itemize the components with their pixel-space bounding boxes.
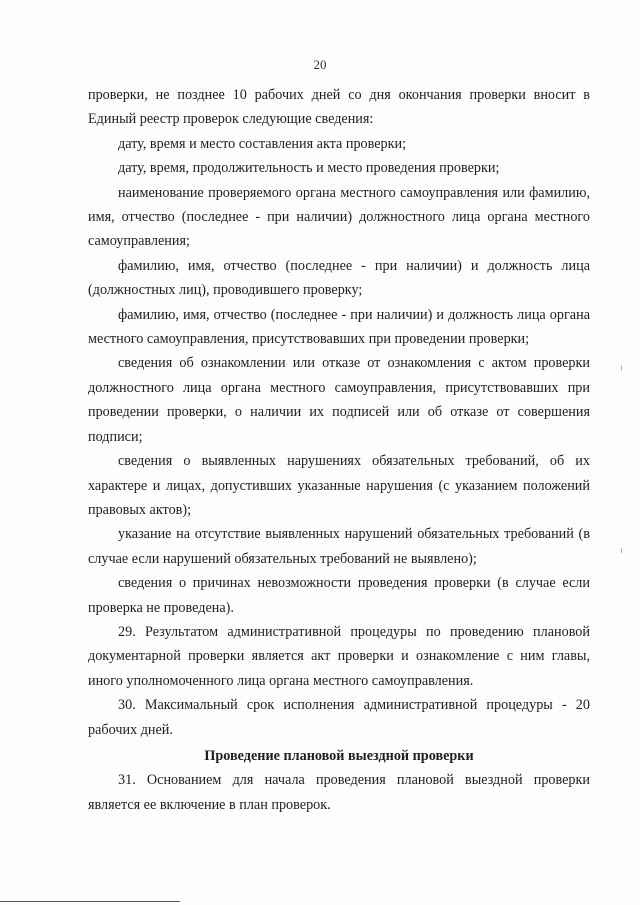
list-item-present-officials: фамилию, имя, отчество (последнее - при наличии) и должность лица органа местного самоуправления, присутствовавших при проведении проверки; bbox=[88, 306, 590, 348]
clause-31: 31. Основанием для начала проведения плановой выездной проверки является ее включение в план проверок. bbox=[88, 772, 590, 813]
paragraph-continuation: проверки, не позднее 10 рабочих дней со дня окончания проверки вносит в Единый реестр проверок следующие сведения: bbox=[88, 87, 590, 128]
list-item-impossibility: сведения о причинах невозможности проведения проверки (в случае если проверка не проведена). bbox=[88, 575, 590, 616]
scan-edge-line bbox=[0, 901, 180, 902]
scan-mark bbox=[621, 365, 622, 371]
list-item-no-violations: указание на отсутствие выявленных нарушений обязательных требований (в случае если нарушений обязательных требований не выявлено); bbox=[88, 526, 590, 567]
list-item-inspector-name: фамилию, имя, отчество (последнее - при наличии) и должность лица (должностных лиц), проводившего проверку; bbox=[88, 257, 590, 299]
list-item-acknowledgement: сведения об ознакомлении или отказе от ознакомления с актом проверки должностного лица органа местного самоуправления, присутствовавших при проведении проверки, о наличии их подписей или об отказе от совершения подписи; bbox=[88, 355, 590, 445]
clause-29: 29. Результатом административной процедуры по проведению плановой документарной проверки является акт проверки и ознакомление с ним главы, иного уполномоченного лица органа местного самоуправления. bbox=[88, 623, 590, 689]
list-item-inspection-date: дату, время, продолжительность и место проведения проверки; bbox=[118, 160, 500, 177]
list-item-organ-name: наименование проверяемого органа местного самоуправления или фамилию, имя, отчество (последнее - при наличии) должностного лица органа местного самоуправления; bbox=[88, 184, 590, 250]
section-heading: Проведение плановой выездной проверки bbox=[204, 747, 474, 764]
clause-30: 30. Максимальный срок исполнения административной процедуры - 20 рабочих дней. bbox=[88, 697, 590, 738]
document-body bbox=[88, 83, 590, 817]
page-number: 20 bbox=[313, 57, 327, 72]
list-item-violations: сведения о выявленных нарушениях обязательных требований, об их характере и лицах, допустивших указанные нарушения (с указанием положений правовых актов); bbox=[88, 453, 590, 518]
list-item-act-date: дату, время и место составления акта проверки; bbox=[118, 135, 407, 152]
scan-mark bbox=[621, 548, 622, 553]
